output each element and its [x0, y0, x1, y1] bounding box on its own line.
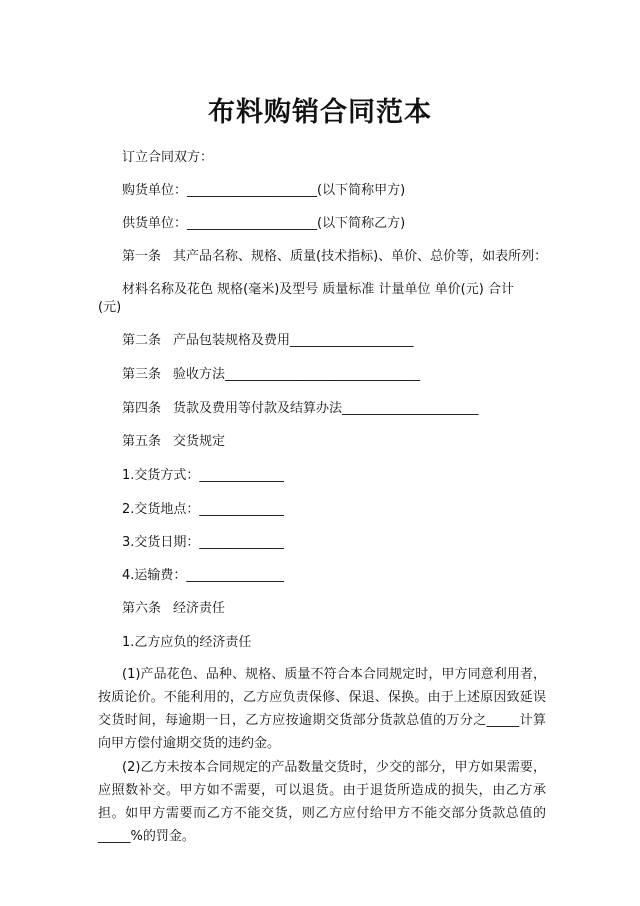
article-1-number: 第一条 [122, 249, 162, 264]
clause-2-paragraph: (2)乙方未按本合同规定的产品数量交货时，少交的部分，甲方如果需要，应照数补交。甲方如不需要，可以退货。由于退货所造成的损失，由乙方承担。如甲方需要而乙方不能交货，则乙方应付给甲方不能交部分货款总值的_____%的罚金。 [98, 760, 546, 844]
transport-fee: 4.运输费：_______________ [122, 568, 284, 583]
table-header-line-2: (元) [98, 300, 122, 315]
document-title: 布料购销合同范本 [208, 97, 432, 128]
article-6-number: 第六条 [122, 601, 162, 616]
liability-party-b: 1.乙方应负的经济责任 [122, 635, 252, 650]
delivery-place: 2.交货地点：_____________ [122, 502, 284, 517]
delivery-method: 1.交货方式：_____________ [122, 468, 284, 483]
table-header-line-1: 材料名称及花色 规格(毫米)及型号 质量标准 计量单位 单价(元) 合计 [122, 282, 514, 297]
article-2-text: 产品包装规格及费用___________________ [173, 333, 414, 348]
seller-line: 供货单位：____________________(以下简称乙方) [122, 216, 406, 231]
article-1 [122, 248, 547, 266]
buyer-line: 购货单位：____________________(以下简称甲方) [122, 183, 406, 198]
article-5-text: 交货规定 [173, 434, 226, 449]
article-4-number: 第四条 [122, 401, 162, 416]
article-5-number: 第五条 [122, 434, 162, 449]
clause-1-paragraph: (1)产品花色、品种、规格、质量不符合本合同规定时，甲方同意利用者，按质论价。不能利用的，乙方应负责保修、保退、保换。由于上述原因致延误交货时间，每逾期一日，乙方应按逾期交货部分货款总值的万分之_____计算向甲方偿付逾期交货的违约金。 [98, 667, 546, 751]
article-5 [122, 433, 225, 451]
article-3 [122, 366, 420, 384]
article-4-text: 货款及费用等付款及结算办法_____________________ [173, 401, 479, 416]
article-2-number: 第二条 [122, 333, 162, 348]
article-2 [122, 332, 414, 350]
article-4 [122, 400, 479, 418]
article-6-text: 经济责任 [173, 601, 226, 616]
article-3-text: 验收方法______________________________ [173, 367, 421, 382]
delivery-date: 3.交货日期：_____________ [122, 535, 284, 550]
article-1-text: 其产品名称、规格、质量(技术指标)、单价、总价等，如表所列： [173, 249, 548, 264]
article-6 [122, 600, 225, 618]
article-3-number: 第三条 [122, 367, 162, 382]
parties-header: 订立合同双方： [122, 150, 214, 165]
